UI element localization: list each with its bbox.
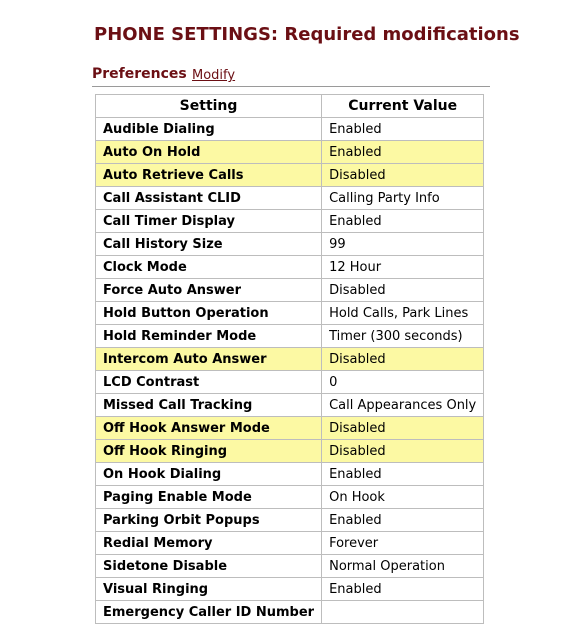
setting-name-cell: Clock Mode bbox=[96, 256, 322, 279]
settings-table-body bbox=[96, 118, 484, 624]
table-row bbox=[96, 210, 484, 233]
setting-value-cell: 0 bbox=[322, 371, 484, 394]
table-row bbox=[96, 164, 484, 187]
table-row bbox=[96, 233, 484, 256]
table-row bbox=[96, 394, 484, 417]
setting-name-cell: Parking Orbit Popups bbox=[96, 509, 322, 532]
column-header-current-value: Current Value bbox=[322, 95, 484, 118]
setting-name-cell: Call History Size bbox=[96, 233, 322, 256]
setting-name-cell: Auto Retrieve Calls bbox=[96, 164, 322, 187]
modify-link[interactable]: Modify bbox=[192, 68, 236, 83]
setting-value-cell: Disabled bbox=[322, 417, 484, 440]
table-row bbox=[96, 417, 484, 440]
setting-name-cell: Auto On Hold bbox=[96, 141, 322, 164]
setting-value-cell: Enabled bbox=[322, 463, 484, 486]
table-row bbox=[96, 141, 484, 164]
setting-value-cell bbox=[322, 601, 484, 624]
setting-name-cell: Call Assistant CLID bbox=[96, 187, 322, 210]
setting-name-cell: On Hook Dialing bbox=[96, 463, 322, 486]
preferences-bar bbox=[92, 66, 490, 87]
setting-name-cell: Paging Enable Mode bbox=[96, 486, 322, 509]
setting-value-cell: Enabled bbox=[322, 210, 484, 233]
setting-name-cell: Call Timer Display bbox=[96, 210, 322, 233]
table-row bbox=[96, 463, 484, 486]
setting-value-cell: Disabled bbox=[322, 348, 484, 371]
setting-value-cell: 12 Hour bbox=[322, 256, 484, 279]
setting-value-cell: Normal Operation bbox=[322, 555, 484, 578]
setting-value-cell: Calling Party Info bbox=[322, 187, 484, 210]
table-row bbox=[96, 578, 484, 601]
settings-table bbox=[95, 94, 484, 624]
setting-value-cell: Enabled bbox=[322, 578, 484, 601]
column-header-setting: Setting bbox=[96, 95, 322, 118]
setting-value-cell: Forever bbox=[322, 532, 484, 555]
setting-value-cell: Hold Calls, Park Lines bbox=[322, 302, 484, 325]
setting-name-cell: Intercom Auto Answer bbox=[96, 348, 322, 371]
table-row bbox=[96, 279, 484, 302]
table-row bbox=[96, 187, 484, 210]
table-row bbox=[96, 302, 484, 325]
table-row bbox=[96, 325, 484, 348]
setting-name-cell: LCD Contrast bbox=[96, 371, 322, 394]
table-row bbox=[96, 256, 484, 279]
setting-name-cell: Redial Memory bbox=[96, 532, 322, 555]
table-row bbox=[96, 348, 484, 371]
setting-name-cell: Force Auto Answer bbox=[96, 279, 322, 302]
table-row bbox=[96, 371, 484, 394]
setting-value-cell: On Hook bbox=[322, 486, 484, 509]
page-title: PHONE SETTINGS: Required modifications bbox=[94, 24, 520, 45]
setting-value-cell: Disabled bbox=[322, 440, 484, 463]
setting-name-cell: Off Hook Ringing bbox=[96, 440, 322, 463]
setting-name-cell: Audible Dialing bbox=[96, 118, 322, 141]
setting-value-cell: Disabled bbox=[322, 279, 484, 302]
table-header-row bbox=[96, 95, 484, 118]
table-row bbox=[96, 601, 484, 624]
setting-name-cell: Emergency Caller ID Number bbox=[96, 601, 322, 624]
table-row bbox=[96, 118, 484, 141]
table-row bbox=[96, 509, 484, 532]
setting-name-cell: Hold Reminder Mode bbox=[96, 325, 322, 348]
setting-value-cell: Call Appearances Only bbox=[322, 394, 484, 417]
setting-value-cell: Enabled bbox=[322, 118, 484, 141]
setting-value-cell: Disabled bbox=[322, 164, 484, 187]
setting-name-cell: Sidetone Disable bbox=[96, 555, 322, 578]
table-row bbox=[96, 486, 484, 509]
setting-value-cell: 99 bbox=[322, 233, 484, 256]
setting-name-cell: Off Hook Answer Mode bbox=[96, 417, 322, 440]
setting-name-cell: Missed Call Tracking bbox=[96, 394, 322, 417]
setting-value-cell: Enabled bbox=[322, 141, 484, 164]
setting-value-cell: Enabled bbox=[322, 509, 484, 532]
setting-name-cell: Hold Button Operation bbox=[96, 302, 322, 325]
table-row bbox=[96, 440, 484, 463]
setting-name-cell: Visual Ringing bbox=[96, 578, 322, 601]
table-row bbox=[96, 532, 484, 555]
preferences-label: Preferences bbox=[92, 66, 187, 82]
table-row bbox=[96, 555, 484, 578]
setting-value-cell: Timer (300 seconds) bbox=[322, 325, 484, 348]
